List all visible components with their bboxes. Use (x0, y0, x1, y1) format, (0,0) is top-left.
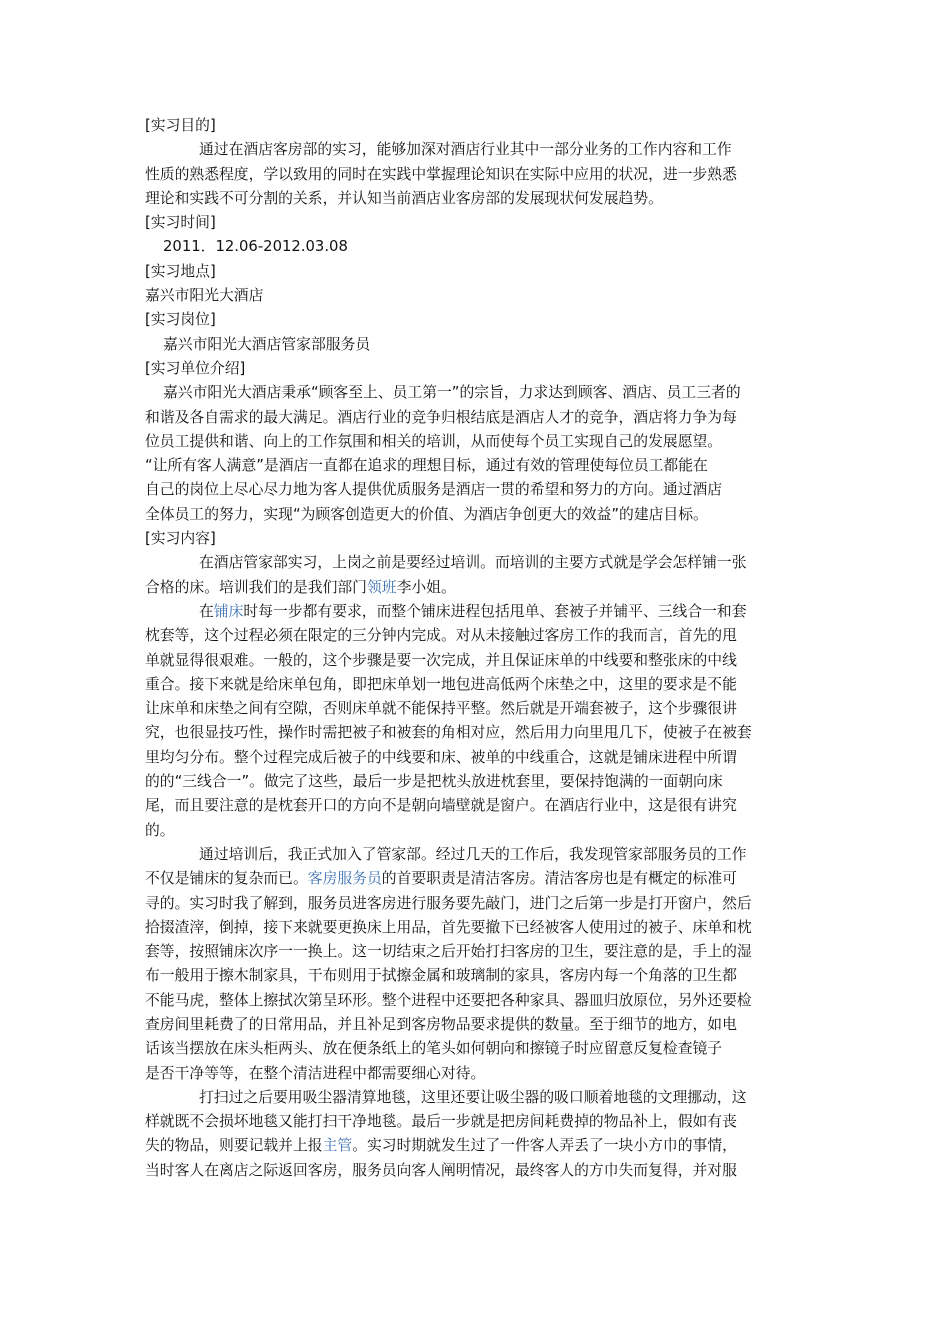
paragraph-line (145, 1134, 810, 1158)
text-run: 时每一步都有要求，而整个铺床进程包括甩单、套被子并铺平、三线合一和套 (243, 602, 747, 620)
paragraph-line: 查房间里耗费了的日常用品，并且补足到客房物品要求提供的数量。至于细节的地方，如电 (145, 1015, 737, 1033)
paragraph-line: 寻的。实习时我了解到，服务员进客房进行服务要先敲门，进门之后第一步是打开窗户，然后 (145, 894, 752, 912)
paragraph-line: 布一般用于擦木制家具，干布则用于拭擦金属和玻璃制的家具，客房内每一个角落的卫生都 (145, 967, 737, 985)
text-run: 李小姐。 (396, 578, 456, 596)
paragraph-line: 尾，而且要注意的是枕套开口的方向不是朝向墙壁就是窗户。在酒店行业中，这是很有讲究 (145, 797, 737, 815)
text-run: 。实习时期就发生过了一件客人弄丢了一块小方巾的事情， (352, 1137, 737, 1155)
paragraph-line: 里均匀分布。整个过程完成后被子的中线要和床、被单的中线重合，这就是铺床进程中所谓 (145, 748, 737, 766)
section-heading-purpose: [实习目的] (145, 117, 216, 134)
section-heading-content: [实习内容] (145, 530, 216, 548)
paragraph-line: 的的“三线合一”。做完了这些，最后一步是把枕头放进枕套里，要保持饱满的一面朝向床 (145, 773, 723, 791)
text-run: 在 (199, 602, 214, 620)
text-run: 合格的床。培训我们的是我们部门 (145, 578, 367, 596)
section-heading-place: [实习地点] (145, 262, 216, 280)
paragraph-line: 枕套等，这个过程必须在限定的三分钟内完成。对从未接触过客房工作的我而言，首先的甩 (145, 627, 737, 645)
text-run: 不仅是铺床的复杂而已。 (145, 870, 308, 888)
paragraph-line: 样就既不会损坏地毯又能打扫干净地毯。最后一步就是把房间耗费掉的物品补上，假如有丧 (145, 1113, 737, 1131)
paragraph-line: 嘉兴市阳光大酒店秉承“顾客至上、员工第一”的宗旨，力求达到顾客、酒店、员工三者的 (163, 384, 741, 402)
paragraph-line: 拾掇渣滓，倒掉，接下来就要更换床上用品，首先要撤下已经被客人使用过的被子、床单和枕 (145, 918, 752, 936)
text-run: 的首要职责是清洁客房。清洁客房也是有概定的标准可 (381, 870, 737, 888)
paragraph-line: “让所有客人满意”是酒店一直都在追求的理想目标，通过有效的管理使每位员工都能在 (145, 457, 708, 475)
text-run: 失的物品，则要记载并上报 (145, 1137, 323, 1155)
paragraph-line: 的。 (145, 821, 175, 839)
paragraph-line: 是否干净等等，在整个清洁进程中都需要细心对待。 (145, 1064, 486, 1082)
paragraph-line: 和谐及各自需求的最大满足。酒店行业的竞争归根结底是酒店人才的竞争，酒店将力争为每 (145, 408, 737, 426)
paragraph-line (145, 576, 810, 600)
paragraph-line: 让床单和床垫之间有空隙，否则床单就不能保持平整。然后就是开端套被子，这个步骤很讲 (145, 700, 737, 718)
paragraph-line (145, 867, 810, 891)
paragraph-line: 在酒店管家部实习，上岗之前是要经过培训。而培训的主要方式就是学会怎样铺一张 (199, 554, 747, 572)
internship-place: 嘉兴市阳光大酒店 (145, 287, 264, 305)
term-link-bedmaking[interactable]: 铺床 (213, 602, 244, 620)
paragraph-line: 究，也很显技巧性，操作时需把被子和被套的角相对应，然后用力向里甩几下，使被子在被套 (145, 724, 752, 742)
term-link-leader[interactable]: 领班 (366, 578, 397, 596)
paragraph-line: 重合。接下来就是给床单包角，即把床单划一地包进高低两个床垫之中，这里的要求是不能 (145, 675, 737, 693)
paragraph-line: 全体员工的努力，实现“为顾客创造更大的价值、为酒店争创更大的效益”的建店目标。 (145, 505, 708, 523)
paragraph-line: 自己的岗位上尽心尽力地为客人提供优质服务是酒店一贯的希望和努力的方向。通过酒店 (145, 481, 723, 499)
paragraph-line: 通过培训后，我正式加入了管家部。经过几天的工作后，我发现管家部服务员的工作 (199, 845, 747, 863)
paragraph-line: 通过在酒店客房部的实习，能够加深对酒店行业其中一部分业务的工作内容和工作 (199, 141, 732, 159)
document-page (145, 114, 810, 1183)
section-heading-position: [实习岗位] (145, 311, 216, 329)
paragraph-line: 理论和实践不可分割的关系，并认知当前酒店业客房部的发展现状何发展趋势。 (145, 189, 663, 207)
section-heading-company: [实习单位介绍] (145, 359, 246, 377)
paragraph-line: 不能马虎，整体上擦拭次第呈环形。整个进程中还要把各种家具、器皿归放原位，另外还要检 (145, 991, 752, 1009)
term-link-room-attendant[interactable]: 客房服务员 (307, 870, 382, 888)
paragraph-line: 位员工提供和谐、向上的工作氛围和相关的培训，从而使每个员工实现自己的发展愿望。 (145, 432, 723, 450)
section-heading-time: [实习时间] (145, 214, 216, 232)
paragraph-line: 套等，按照铺床次序一一换上。这一切结束之后开始打扫客房的卫生，要注意的是，手上的湿 (145, 943, 752, 961)
paragraph-line: 性质的熟悉程度，学以致用的同时在实践中掌握理论知识在实际中应用的状况，进一步熟悉 (145, 165, 737, 183)
paragraph-line: 单就显得很艰难。一般的，这个步骤是要一次完成，并且保证床单的中线要和整张床的中线 (145, 651, 737, 669)
internship-dates: 2011．12.06-2012.03.08 (163, 238, 348, 256)
paragraph-line: 当时客人在离店之际返回客房，服务员向客人阐明情况，最终客人的方巾失而复得，并对服 (145, 1161, 737, 1179)
internship-position: 嘉兴市阳光大酒店管家部服务员 (163, 335, 371, 353)
paragraph-line (145, 600, 810, 624)
paragraph-line: 打扫过之后要用吸尘器清算地毯，这里还要让吸尘器的吸口顺着地毯的文理挪动，这 (199, 1088, 747, 1106)
paragraph-line: 话该当摆放在床头柜两头、放在便条纸上的笔头如何朝向和擦镜子时应留意反复检查镜子 (145, 1040, 723, 1058)
term-link-supervisor[interactable]: 主管 (322, 1137, 353, 1155)
